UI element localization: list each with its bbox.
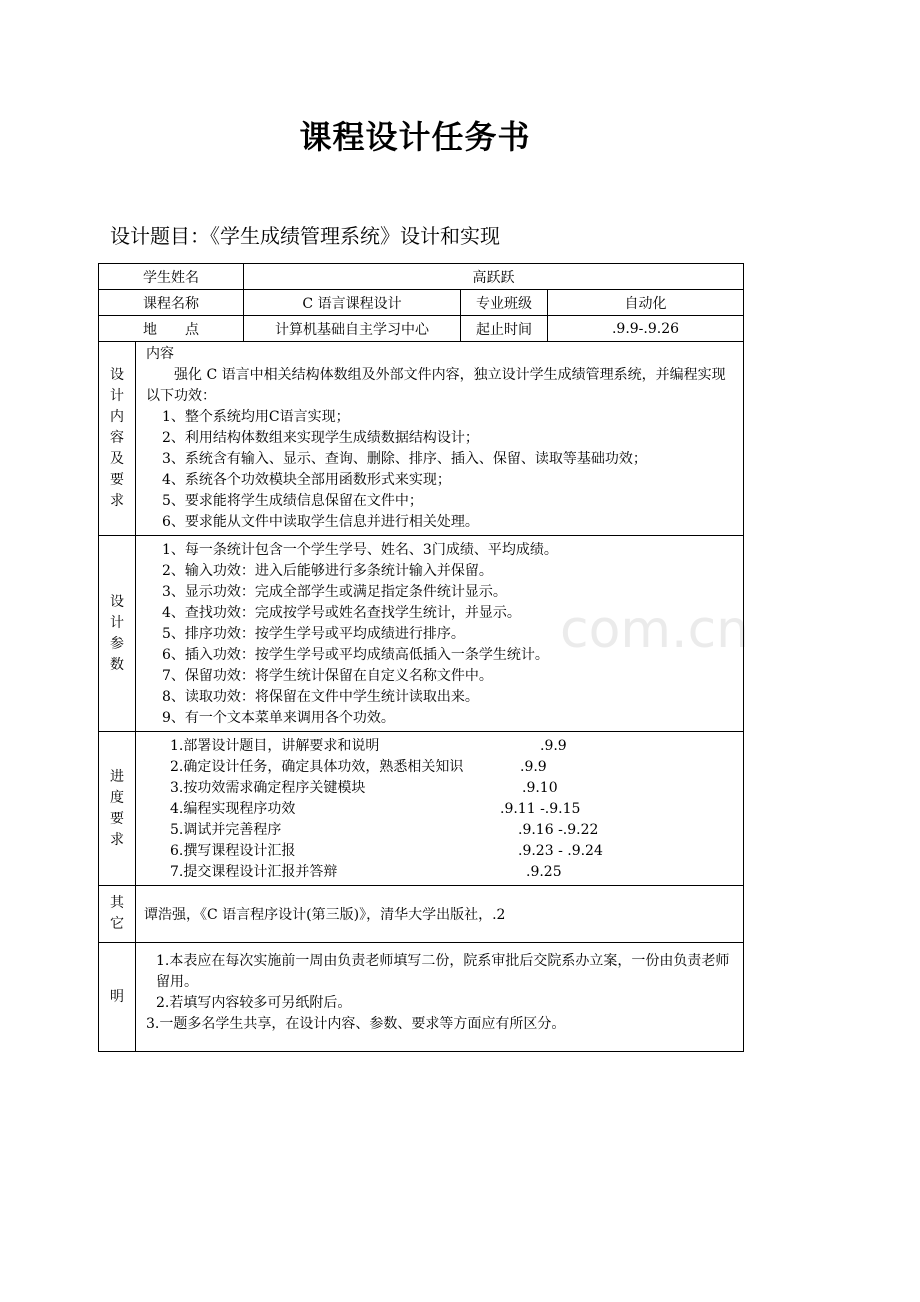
list-item: 5、排序功效：按学生学号或平均成绩进行排序。 — [162, 626, 465, 642]
list-item: 4、查找功效：完成按学号或姓名查找学生统计，并显示。 — [162, 605, 521, 621]
student-name-row — [99, 264, 744, 290]
list-item: 3、系统含有输入、显示、查询、删除、排序、插入、保留、读取等基础功效； — [162, 451, 647, 467]
course-value: C 语言课程设计 — [244, 290, 461, 316]
content-paragraph: 强化 C 语言中相关结构体数组及外部文件内容，独立设计学生成绩管理系统，并编程实现以下功效： — [146, 367, 726, 404]
task-form-table — [98, 263, 744, 1052]
list-item: 2、输入功效：进入后能够进行多条统计输入并保留。 — [162, 563, 493, 579]
page-title: 课程设计任务书 — [299, 118, 531, 156]
schedule-body — [136, 732, 744, 886]
subject-label: 设计题目： — [110, 224, 210, 248]
watermark: com.cn — [560, 600, 750, 660]
design-params-label: 设 计 参 数 — [99, 536, 136, 732]
schedule-item: 3.按功效需求确定程序关键模块 .9.10 — [170, 780, 558, 796]
list-item: 1、整个系统均用C语言实现； — [162, 409, 350, 425]
design-content-body — [136, 342, 744, 536]
content-list — [146, 407, 735, 533]
list-item: 3、显示功效：完成全部学生或满足指定条件统计显示。 — [162, 584, 507, 600]
list-item: 8、读取功效：将保留在文件中学生统计读取出来。 — [162, 689, 479, 705]
period-label: 起止时间 — [461, 316, 548, 342]
note-item: 2.若填写内容较多可另纸附后。 — [156, 995, 352, 1011]
location-value: 计算机基础自主学习中心 — [244, 316, 461, 342]
schedule-label: 进 度 要 求 — [99, 732, 136, 886]
design-params-row — [99, 536, 744, 732]
note-item: 1.本表应在每次实施前一周由负责老师填写二份，院系审批后交院系办立案，一份由负责老师留用。 — [156, 953, 730, 990]
student-name-value: 高跃跃 — [244, 264, 744, 290]
list-item: 4、系统各个功效模块全部用函数形式来实现； — [162, 472, 451, 488]
period-value: .9.9-.9.26 — [548, 316, 744, 342]
notes-body — [136, 943, 744, 1052]
list-item: 6、插入功效：按学生学号或平均成绩高低插入一条学生统计。 — [162, 647, 549, 663]
schedule-item: 1.部署设计题目，讲解要求和说明 .9.9 — [170, 738, 567, 754]
list-item: 1、每一条统计包含一个学生学号、姓名、3门成绩、平均成绩。 — [162, 542, 558, 558]
subject-value: 《学生成绩管理系统》设计和实现 — [210, 224, 500, 248]
list-item: 6、要求能从文件中读取学生信息并进行相关处理。 — [162, 514, 479, 530]
design-subject — [110, 220, 500, 249]
design-params-body — [136, 536, 744, 732]
schedule-item: 5.调试并完善程序 .9.16 -.9.22 — [170, 822, 599, 838]
course-label: 课程名称 — [99, 290, 244, 316]
course-row — [99, 290, 744, 316]
schedule-item: 7.提交课程设计汇报并答辩 .9.25 — [170, 864, 562, 880]
notes-label: 明 — [99, 943, 136, 1052]
schedule-item: 2.确定设计任务，确定具体功效，熟悉相关知识 .9.9 — [170, 759, 547, 775]
student-name-label: 学生姓名 — [99, 264, 244, 290]
list-item: 9、有一个文本菜单来调用各个功效。 — [162, 710, 395, 726]
list-item: 5、要求能将学生成绩信息保留在文件中； — [162, 493, 423, 509]
note-item: 3.一题多名学生共享，在设计内容、参数、要求等方面应有所区分。 — [146, 1016, 566, 1032]
location-label: 地 点 — [99, 316, 244, 342]
list-item: 2、利用结构体数组来实现学生成绩数据结构设计； — [162, 430, 479, 446]
schedule-row — [99, 732, 744, 886]
other-row — [99, 886, 744, 943]
notes-row — [99, 943, 744, 1052]
other-body: 谭浩强，《C 语言程序设计(第三版)》，清华大学出版社，.2 — [136, 886, 744, 943]
schedule-item: 6.撰写课程设计汇报 .9.23 - .9.24 — [170, 843, 603, 859]
class-label: 专业班级 — [461, 290, 548, 316]
other-label: 其 它 — [99, 886, 136, 943]
design-content-label: 设 计 内 容 及 要 求 — [99, 342, 136, 536]
class-value: 自动化 — [548, 290, 744, 316]
content-heading: 内容 — [146, 346, 174, 362]
schedule-item: 4.编程实现程序功效 .9.11 -.9.15 — [170, 801, 581, 817]
design-content-row — [99, 342, 744, 536]
location-row — [99, 316, 744, 342]
list-item: 7、保留功效：将学生统计保留在自定义名称文件中。 — [162, 668, 493, 684]
